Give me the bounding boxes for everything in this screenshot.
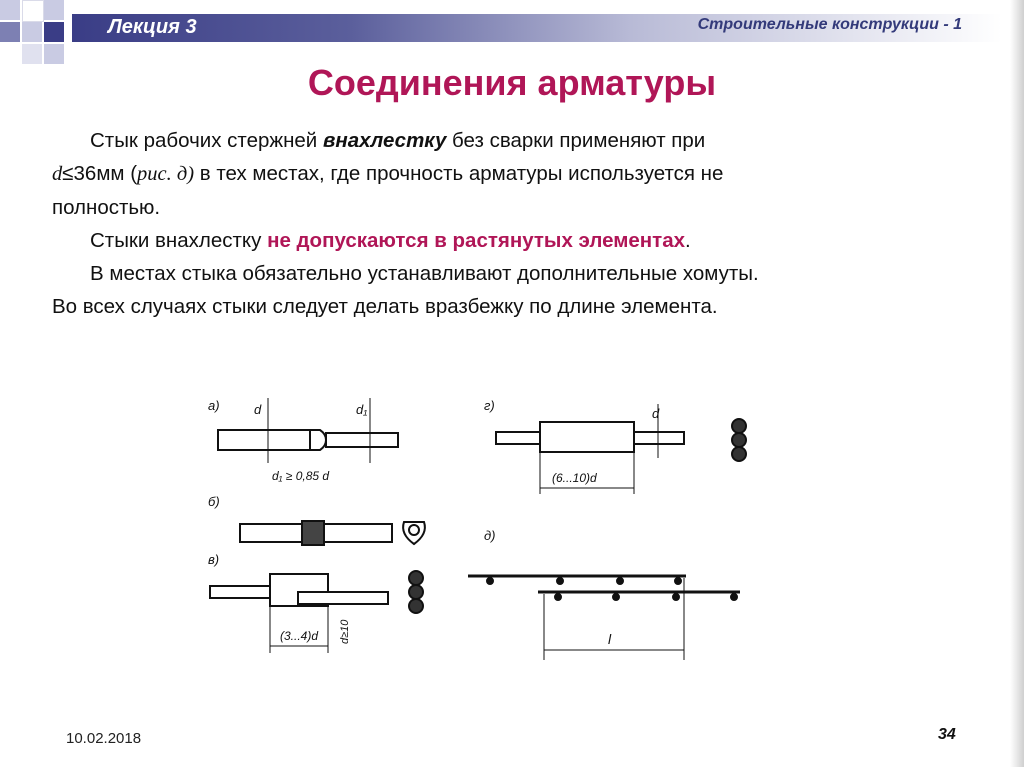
paragraph-3: полностью.	[52, 196, 161, 219]
paragraph-4: Стыки внахлестку не допускаются в растянутых элементах.	[90, 229, 691, 252]
warning-text: не допускаются в растянутых элементах	[267, 229, 686, 252]
label-v: в)	[208, 552, 220, 567]
course-title: Строительные конструкции - 1	[697, 16, 962, 33]
label-d: д)	[484, 528, 496, 543]
body-text	[52, 124, 952, 323]
header-bar	[0, 0, 1000, 50]
figure-b	[208, 494, 425, 545]
paragraph-2: d≤36мм (рис. д) в тех местах, где прочность арматуры используется не	[52, 162, 724, 185]
lecture-label: Лекция 3	[108, 16, 197, 38]
figure-d	[468, 528, 740, 660]
dim-610: (6...10)d	[552, 471, 597, 485]
label-a: а)	[208, 398, 220, 413]
dim-34: (3...4)d	[280, 629, 319, 643]
figure-g	[484, 398, 746, 494]
page-edge	[1010, 0, 1024, 767]
rebar-joint-figure	[198, 378, 778, 678]
paragraph-6: Во всех случаях стыки следует делать вразбежку по длине элемента.	[52, 295, 718, 318]
paragraph-1: Стык рабочих стержней внахлестку без сварки применяют при	[90, 129, 706, 152]
page-number: 34	[938, 726, 956, 743]
formula-a: d₁ ≥ 0,85 d	[272, 469, 330, 483]
dim-d1-a: d₁	[356, 402, 368, 417]
footer-date: 10.02.2018	[66, 730, 142, 747]
dim-d-g: d	[652, 406, 660, 421]
emphasis-lap: внахлестку	[322, 129, 447, 152]
paragraph-5: В местах стыка обязательно устанавливают дополнительные хомуты.	[90, 262, 759, 285]
dim-310: d≥10	[339, 619, 351, 644]
label-g: г)	[484, 398, 495, 413]
figure-v	[208, 552, 423, 653]
slide-title: Соединения арматуры	[307, 62, 717, 103]
dim-d-a: d	[254, 402, 262, 417]
figure-a	[208, 398, 398, 483]
dim-l: l	[608, 631, 612, 647]
label-b: б)	[208, 494, 220, 509]
